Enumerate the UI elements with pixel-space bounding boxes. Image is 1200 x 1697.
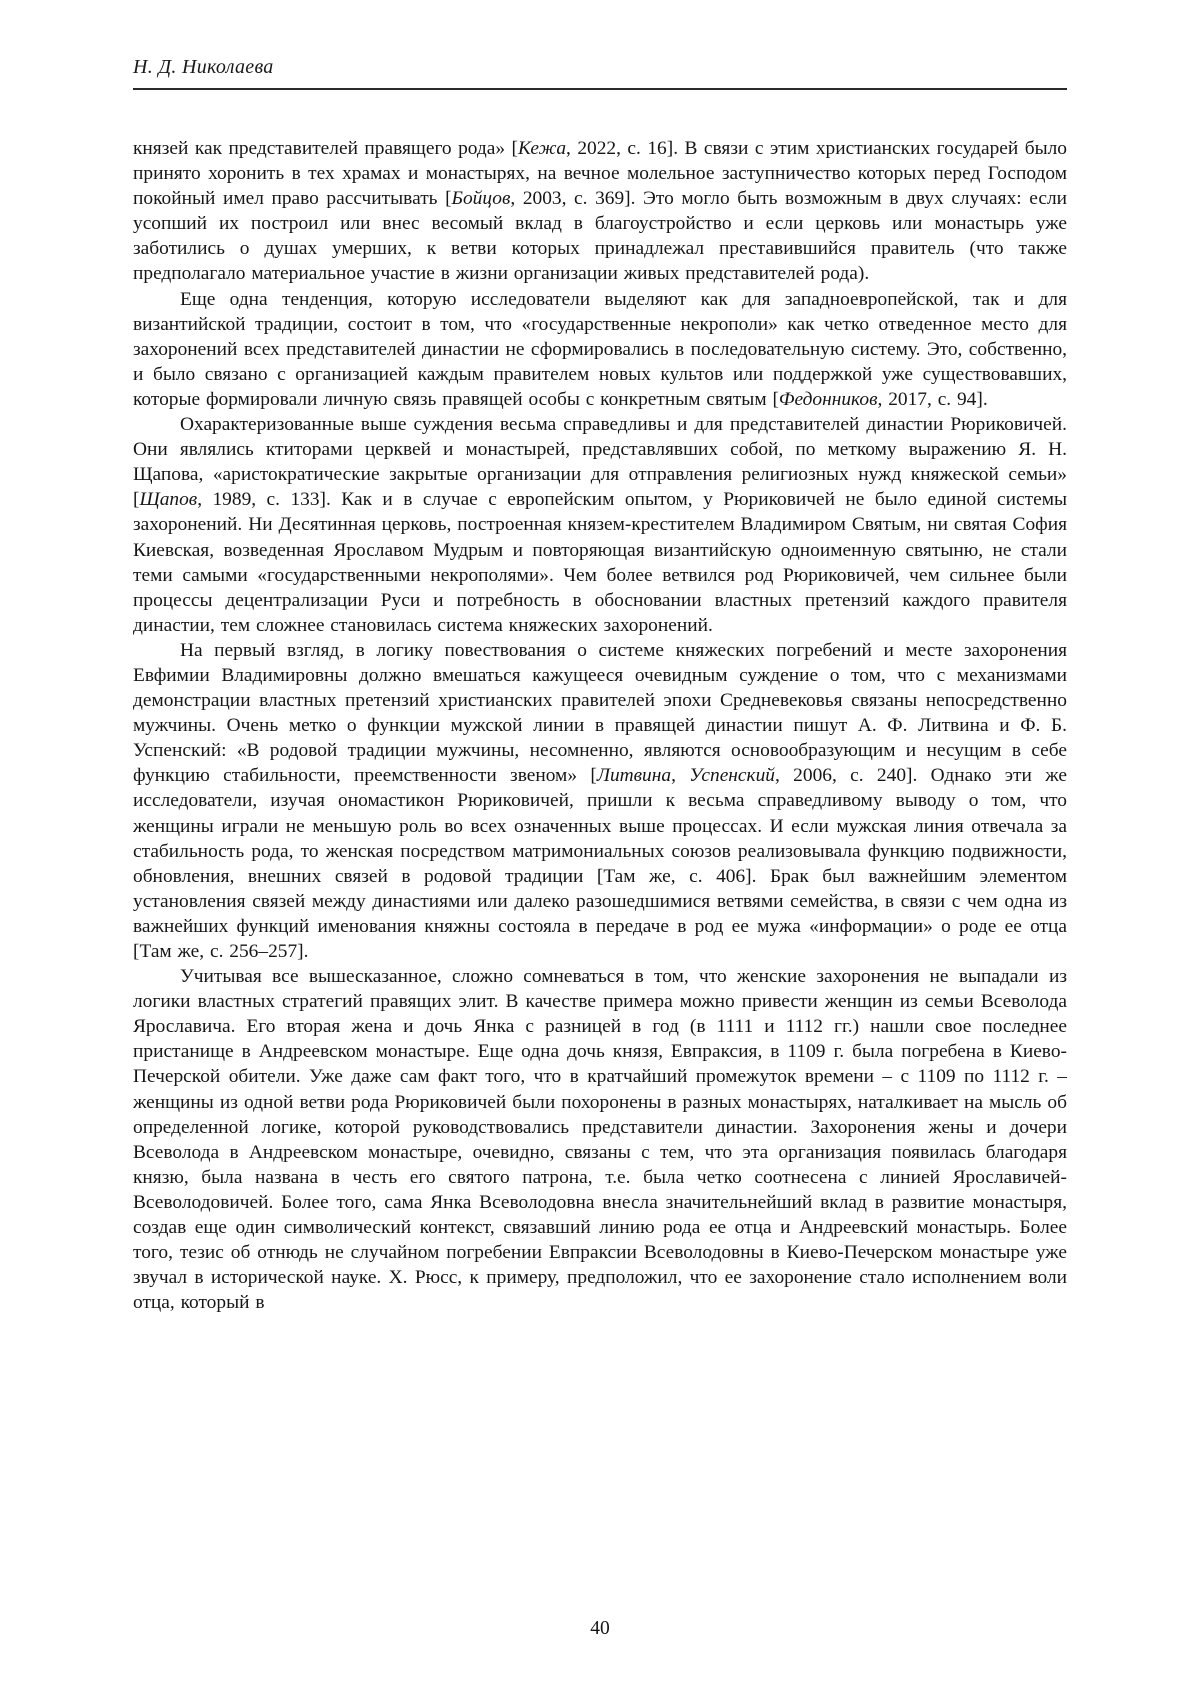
text-run: , 2006, с. 240]. Однако эти же исследователи, изучая ономастикон Рюриковичей, пришли к весьма справедливому выводу о том, что женщины играли не меньшую роль во всех означенных выше процессах. И если мужская линия отвечала за стабильность рода, то женская посредством матримониальных союзов реализовывала функцию подвижности, обновления, внешних связей в родовой традиции [Там же, с. 406]. Брак был важнейшим элементом установления связей между династиями или далеко разошедшимися ветвями семейства, в связи с чем одна из важнейших функций именования княжны состояла в передаче в род ее мужа «информации» о роде ее отца [Там же, с. 256–257]. [133, 765, 1067, 962]
citation-author: Щапов [139, 489, 198, 511]
paragraph [133, 412, 1067, 638]
text-run: Учитывая все вышесказанное, сложно сомневаться в том, что женские захоронения не выпадали из логики властных стратегий правящих элит. В качестве примера можно привести женщин из семьи Всеволода Ярославича. Его вторая жена и дочь Янка с разницей в год (в 1111 и 1112 гг.) нашли свое последнее пристанище в Андреевском монастыре. Еще одна дочь князя, Евпраксия, в 1109 г. была погребена в Киево-Печерской обители. Уже даже сам факт того, что в кратчайший промежуток времени – с 1109 по 1112 г. – женщины из одной ветви рода Рюриковичей были похоронены в разных монастырях, наталкивает на мысль об определенной логике, которой руководствовались представители династии. Захоронения жены и дочери Всеволода в Андреевском монастыре, очевидно, связаны с тем, что эта организация появилась благодаря князю, была названа в честь его святого патрона, т.е. была четко соотнесена с линией Ярославичей-Всеволодовичей. Более того, сама Янка Всеволодовна внесла значительнейший вклад в развитие монастыря, создав еще один символический контекст, связавший линию рода ее отца и Андреевский монастырь. Более того, тезис об отнюдь не случайном погребении Евпраксии Всеволодовны в Киево-Печерском монастыре уже звучал в исторической науке. Х. Рюсс, к примеру, предположил, что ее захоронение стало исполнением воли отца, который в [133, 966, 1067, 1314]
paragraph [133, 964, 1067, 1315]
citation-author: Федонников [778, 388, 878, 410]
citation-author: Бойцов [451, 188, 511, 210]
citation-author: Успенский [689, 765, 775, 787]
text-run: князей как представителей правящего рода» [ [133, 138, 519, 159]
running-header [133, 56, 1067, 90]
text-run: , 2017, с. 94]. [877, 388, 988, 410]
text-run: Еще одна тенденция, которую исследователи выделяют как для западноевропейской, так и для византийской традиции, состоит в том, что «государственные некрополи» как четко отведенное место для захоронений всех представителей династии не сформировались в последовательную систему. Это, собственно, и было связано с организацией каждым правителем новых культов или поддержкой уже существовавших, которые формировали личную связь правящей особы с конкретным святым [ [133, 288, 1067, 410]
text-run: На первый взгляд, в логику повествования о системе княжеских погребений и месте захоронения Евфимии Владимировны должно вмешаться кажущееся очевидным суждение о том, что с механизмами демонстрации властных претензий христианских правителей эпохи Средневековья связаны непосредственно мужчины. Очень метко о функции мужской линии в правящей династии пишут А. Ф. Литвина и Ф. Б. Успенский: «В родовой традиции мужчины, несомненно, являются основообразующим и несущим в себе функцию стабильности, преемственности звеном» [ [133, 639, 1067, 787]
article-body [133, 136, 1067, 1315]
text-run: , 1989, с. 133]. Как и в случае с европейским опытом, у Рюриковичей не было единой системы захоронений. Ни Десятинная церковь, построенная князем-крестителем Владимиром Святым, ни святая София Киевская, возведенная Ярославом Мудрым и повторяющая византийскую одноименную святыню, не стали теми самыми «государственными некрополями». Чем более ветвился род Рюриковичей, чем сильнее были процессы децентрализации Руси и потребность в обосновании властных претензий каждого правителя династии, тем сложнее становилась система княжеских захоронений. [133, 489, 1067, 636]
text-run: , 2022, с. 16]. В связи с этим христианских государей было принято хоронить в тех храмах и монастырях, на вечное молельное заступничество которых перед Господом покойный имел право рассчитывать [ [133, 138, 1067, 210]
running-head-author: Н. Д. Николаева [133, 56, 274, 78]
citation-author: Кежа [518, 138, 567, 159]
paragraph [133, 136, 1067, 287]
page-number: 40 [590, 1618, 610, 1639]
paragraph [133, 638, 1067, 964]
paragraph [133, 287, 1067, 412]
citation-author: Литвина [596, 765, 672, 787]
text-run: , 2003, с. 369]. Это могло быть возможным в двух случаях: если усопший их построил или внес весомый вклад в благоустройство и если церковь или монастырь уже заботились о душах умерших, к ветви которых принадлежал преставившийся правитель (что также предполагало материальное участие в жизни организации живых представителей рода). [133, 188, 1067, 285]
text-run: Охарактеризованные выше суждения весьма справедливы и для представителей династии Рюриковичей. Они являлись ктиторами церквей и монастырей, представлявших собой, по меткому выражению Я. Н. Щапова, «аристократические закрытые организации для отправления религиозных нужд княжеской семьи» [ [133, 414, 1067, 511]
text-run: , [671, 765, 690, 787]
